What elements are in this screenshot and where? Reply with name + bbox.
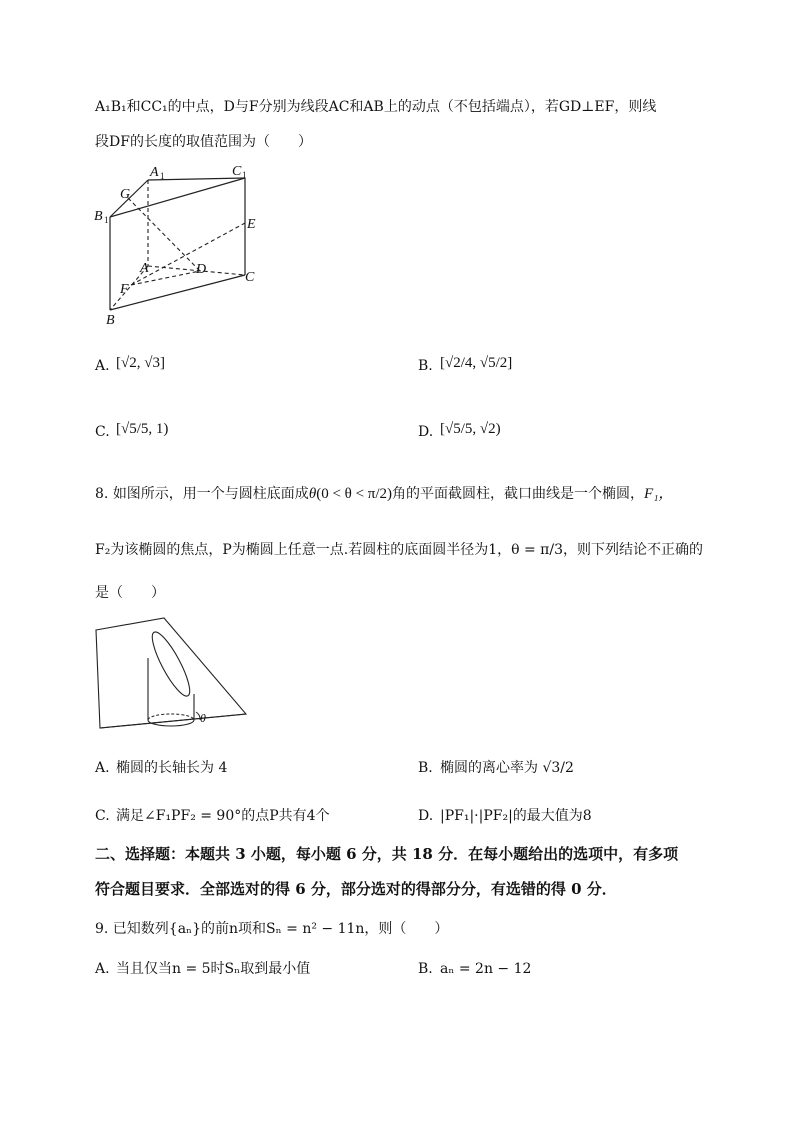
q8-stem-line2: F₂为该椭圆的焦点，P为椭圆上任意一点.若圆柱的底面圆半径为1，θ = π/3，则下列结论不正确的 (95, 542, 703, 558)
q9-option-a-text: 当且仅当n = 5时Sₙ取到最小值 (116, 961, 311, 977)
label-c1: C (232, 164, 242, 179)
q7-option-d-letter: D. (418, 424, 434, 440)
q8-option-a-letter: A. (95, 760, 110, 776)
q8-line1-a: 如图所示，用一个与圆柱底面成 (112, 486, 309, 502)
section2-heading-line1: 二、选择题：本题共 3 小题，每小题 6 分，共 18 分．在每小题给出的选项中，有多项 (95, 845, 679, 863)
label-f: F (120, 282, 129, 297)
q8-theta: θ (308, 486, 317, 502)
label-c: C (245, 270, 255, 285)
q7-stem-line2: 段DF的长度的取值范围为（ ） (95, 134, 312, 150)
q7-option-b-letter: B. (418, 358, 433, 374)
label-b1: B (94, 209, 103, 224)
q8-stem-line1: 8. 如图所示，用一个与圆柱底面成θ(0 < θ < π/2)角的平面截圆柱，截口曲线是一个椭圆，F₁， (95, 486, 674, 502)
label-a1-sub: 1 (160, 171, 165, 181)
q9-option-b-letter: B. (418, 961, 433, 977)
q8-option-d-letter: D. (418, 808, 434, 824)
q8-stem-line3: 是（ ） (95, 585, 165, 601)
q9-stem: 9. 已知数列{aₙ}的前n项和Sₙ = n² − 11n，则（ ） (95, 921, 449, 937)
q8-option-c-text: 满足∠F₁PF₂ = 90°的点P共有4个 (116, 808, 330, 824)
label-d: D (196, 262, 207, 277)
label-e: E (247, 217, 256, 232)
q8-line1-b: 角的平面截圆柱，截口曲线是一个椭圆， (392, 486, 645, 502)
label-a1: A (150, 165, 159, 180)
seg-gd (128, 198, 200, 271)
q8-theta-range: 0 < θ < π/2 (321, 486, 388, 502)
label-g: G (120, 187, 131, 202)
q9-option-b-text: aₙ = 2n − 12 (440, 961, 532, 977)
q7-option-b-text: [√2/4, √5/2] (440, 355, 513, 371)
label-b: B (106, 313, 115, 328)
q8-option-a-text: 椭圆的长轴长为 4 (116, 760, 228, 776)
q7-option-d-text: [√5/5, √2) (440, 421, 501, 437)
cylinder-figure (92, 610, 252, 735)
edge-bc (110, 275, 245, 310)
label-a: A (140, 261, 149, 276)
q7-option-c-text: [√5/5, 1) (116, 421, 169, 437)
label-b1-sub: 1 (104, 215, 109, 225)
cutting-plane (96, 618, 246, 728)
q9-option-a-letter: A. (95, 961, 110, 977)
prism-figure (88, 160, 278, 330)
q8-number: 8. (95, 486, 109, 502)
q8-option-b-text: 椭圆的离心率为 √3/2 (440, 760, 574, 776)
section2-heading-line2: 符合题目要求．全部选对的得 6 分，部分选对的得部分分，有选错的得 0 分． (95, 880, 617, 898)
q8-option-b-letter: B. (418, 760, 433, 776)
q7-option-a-text: [√2, √3] (116, 355, 165, 371)
q8-f1: F₁， (644, 486, 674, 502)
q7-option-a-letter: A. (95, 358, 110, 374)
ellipse-section (146, 628, 196, 700)
q7-stem-line1: A₁B₁和CC₁的中点，D与F分别为线段AC和AB上的动点（不包括端点），若GD⊥EF，则线 (95, 99, 657, 115)
label-c1-sub: 1 (242, 170, 247, 180)
q7-option-c-letter: C. (95, 424, 110, 440)
q8-option-d-text: |PF₁|·|PF₂|的最大值为8 (440, 808, 592, 824)
q8-option-c-letter: C. (95, 808, 110, 824)
theta-label: θ (200, 711, 206, 725)
